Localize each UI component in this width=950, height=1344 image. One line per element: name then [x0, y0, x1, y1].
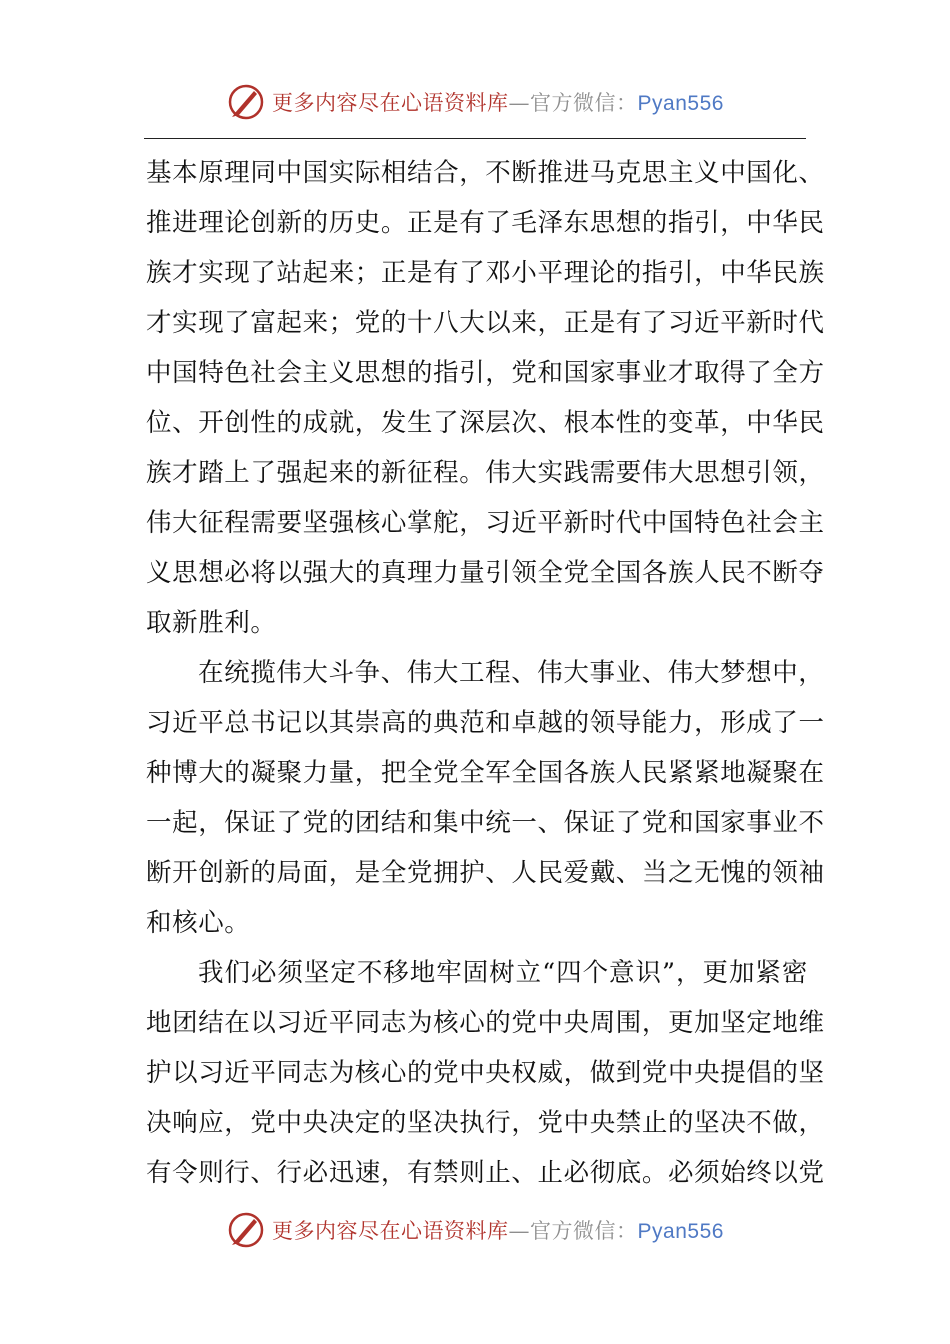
text-line: 推进理论创新的历史。正是有了毛泽东思想的指引，中华民: [146, 208, 825, 238]
text-line: 种博大的凝聚力量，把全党全军全国各族人民紧紧地凝聚在: [146, 758, 825, 788]
footer-dash: —: [508, 1219, 531, 1243]
header-banner: [0, 78, 950, 126]
footer-banner: [0, 1206, 950, 1254]
header-divider: [144, 138, 806, 139]
text-line: 才实现了富起来；党的十八大以来，正是有了习近平新时代: [146, 308, 825, 338]
text-line: 和核心。: [146, 908, 251, 938]
text-line: 有令则行、行必迅速，有禁则止、止必彻底。必须始终以党: [146, 1158, 825, 1188]
text-line: 习近平总书记以其崇高的典范和卓越的领导能力，形成了一: [146, 708, 825, 738]
paragraph-first-line: 在统揽伟大斗争、伟大工程、伟大事业、伟大梦想中，: [198, 658, 825, 688]
text-line: 位、开创性的成就，发生了深层次、根本性的变革，中华民: [146, 408, 825, 438]
header-banner-text: [272, 87, 724, 117]
text-line: 族才实现了站起来；正是有了邓小平理论的指引，中华民族: [146, 258, 825, 288]
text-line: 取新胜利。: [146, 608, 277, 638]
text-line: 族才踏上了强起来的新征程。伟大实践需要伟大思想引领，: [146, 458, 825, 488]
header-dash: —: [508, 91, 531, 115]
header-wechat-label: 官方微信：: [530, 91, 638, 115]
text-line: 义思想必将以强大的真理力量引领全党全国各族人民不断夺: [146, 558, 825, 588]
footer-wechat-id: Pyan556: [637, 1220, 724, 1243]
text-line: 一起，保证了党的团结和集中统一、保证了党和国家事业不: [146, 808, 825, 838]
pen-logo-icon: [226, 82, 266, 122]
text-line: 基本原理同中国实际相结合，不断推进马克思主义中国化、: [146, 158, 825, 188]
text-line: 中国特色社会主义思想的指引，党和国家事业才取得了全方: [146, 358, 825, 388]
footer-site-name: 更多内容尽在心语资料库: [272, 1219, 509, 1243]
text-line: 断开创新的局面，是全党拥护、人民爱戴、当之无愧的领袖: [146, 858, 825, 888]
paragraph-first-line: 我们必须坚定不移地牢固树立“四个意识”，更加紧密: [198, 958, 808, 988]
text-line: 决响应，党中央决定的坚决执行，党中央禁止的坚决不做，: [146, 1108, 825, 1138]
text-line: 伟大征程需要坚强核心掌舵，习近平新时代中国特色社会主: [146, 508, 825, 538]
text-line: 地团结在以习近平同志为核心的党中央周围，更加坚定地维: [146, 1008, 825, 1038]
header-wechat-id: Pyan556: [637, 92, 724, 115]
footer-banner-text: [272, 1215, 724, 1245]
text-line: 护以习近平同志为核心的党中央权威，做到党中央提倡的坚: [146, 1058, 825, 1088]
footer-wechat-label: 官方微信：: [530, 1219, 638, 1243]
pen-logo-icon: [226, 1210, 266, 1250]
header-site-name: 更多内容尽在心语资料库: [272, 91, 509, 115]
